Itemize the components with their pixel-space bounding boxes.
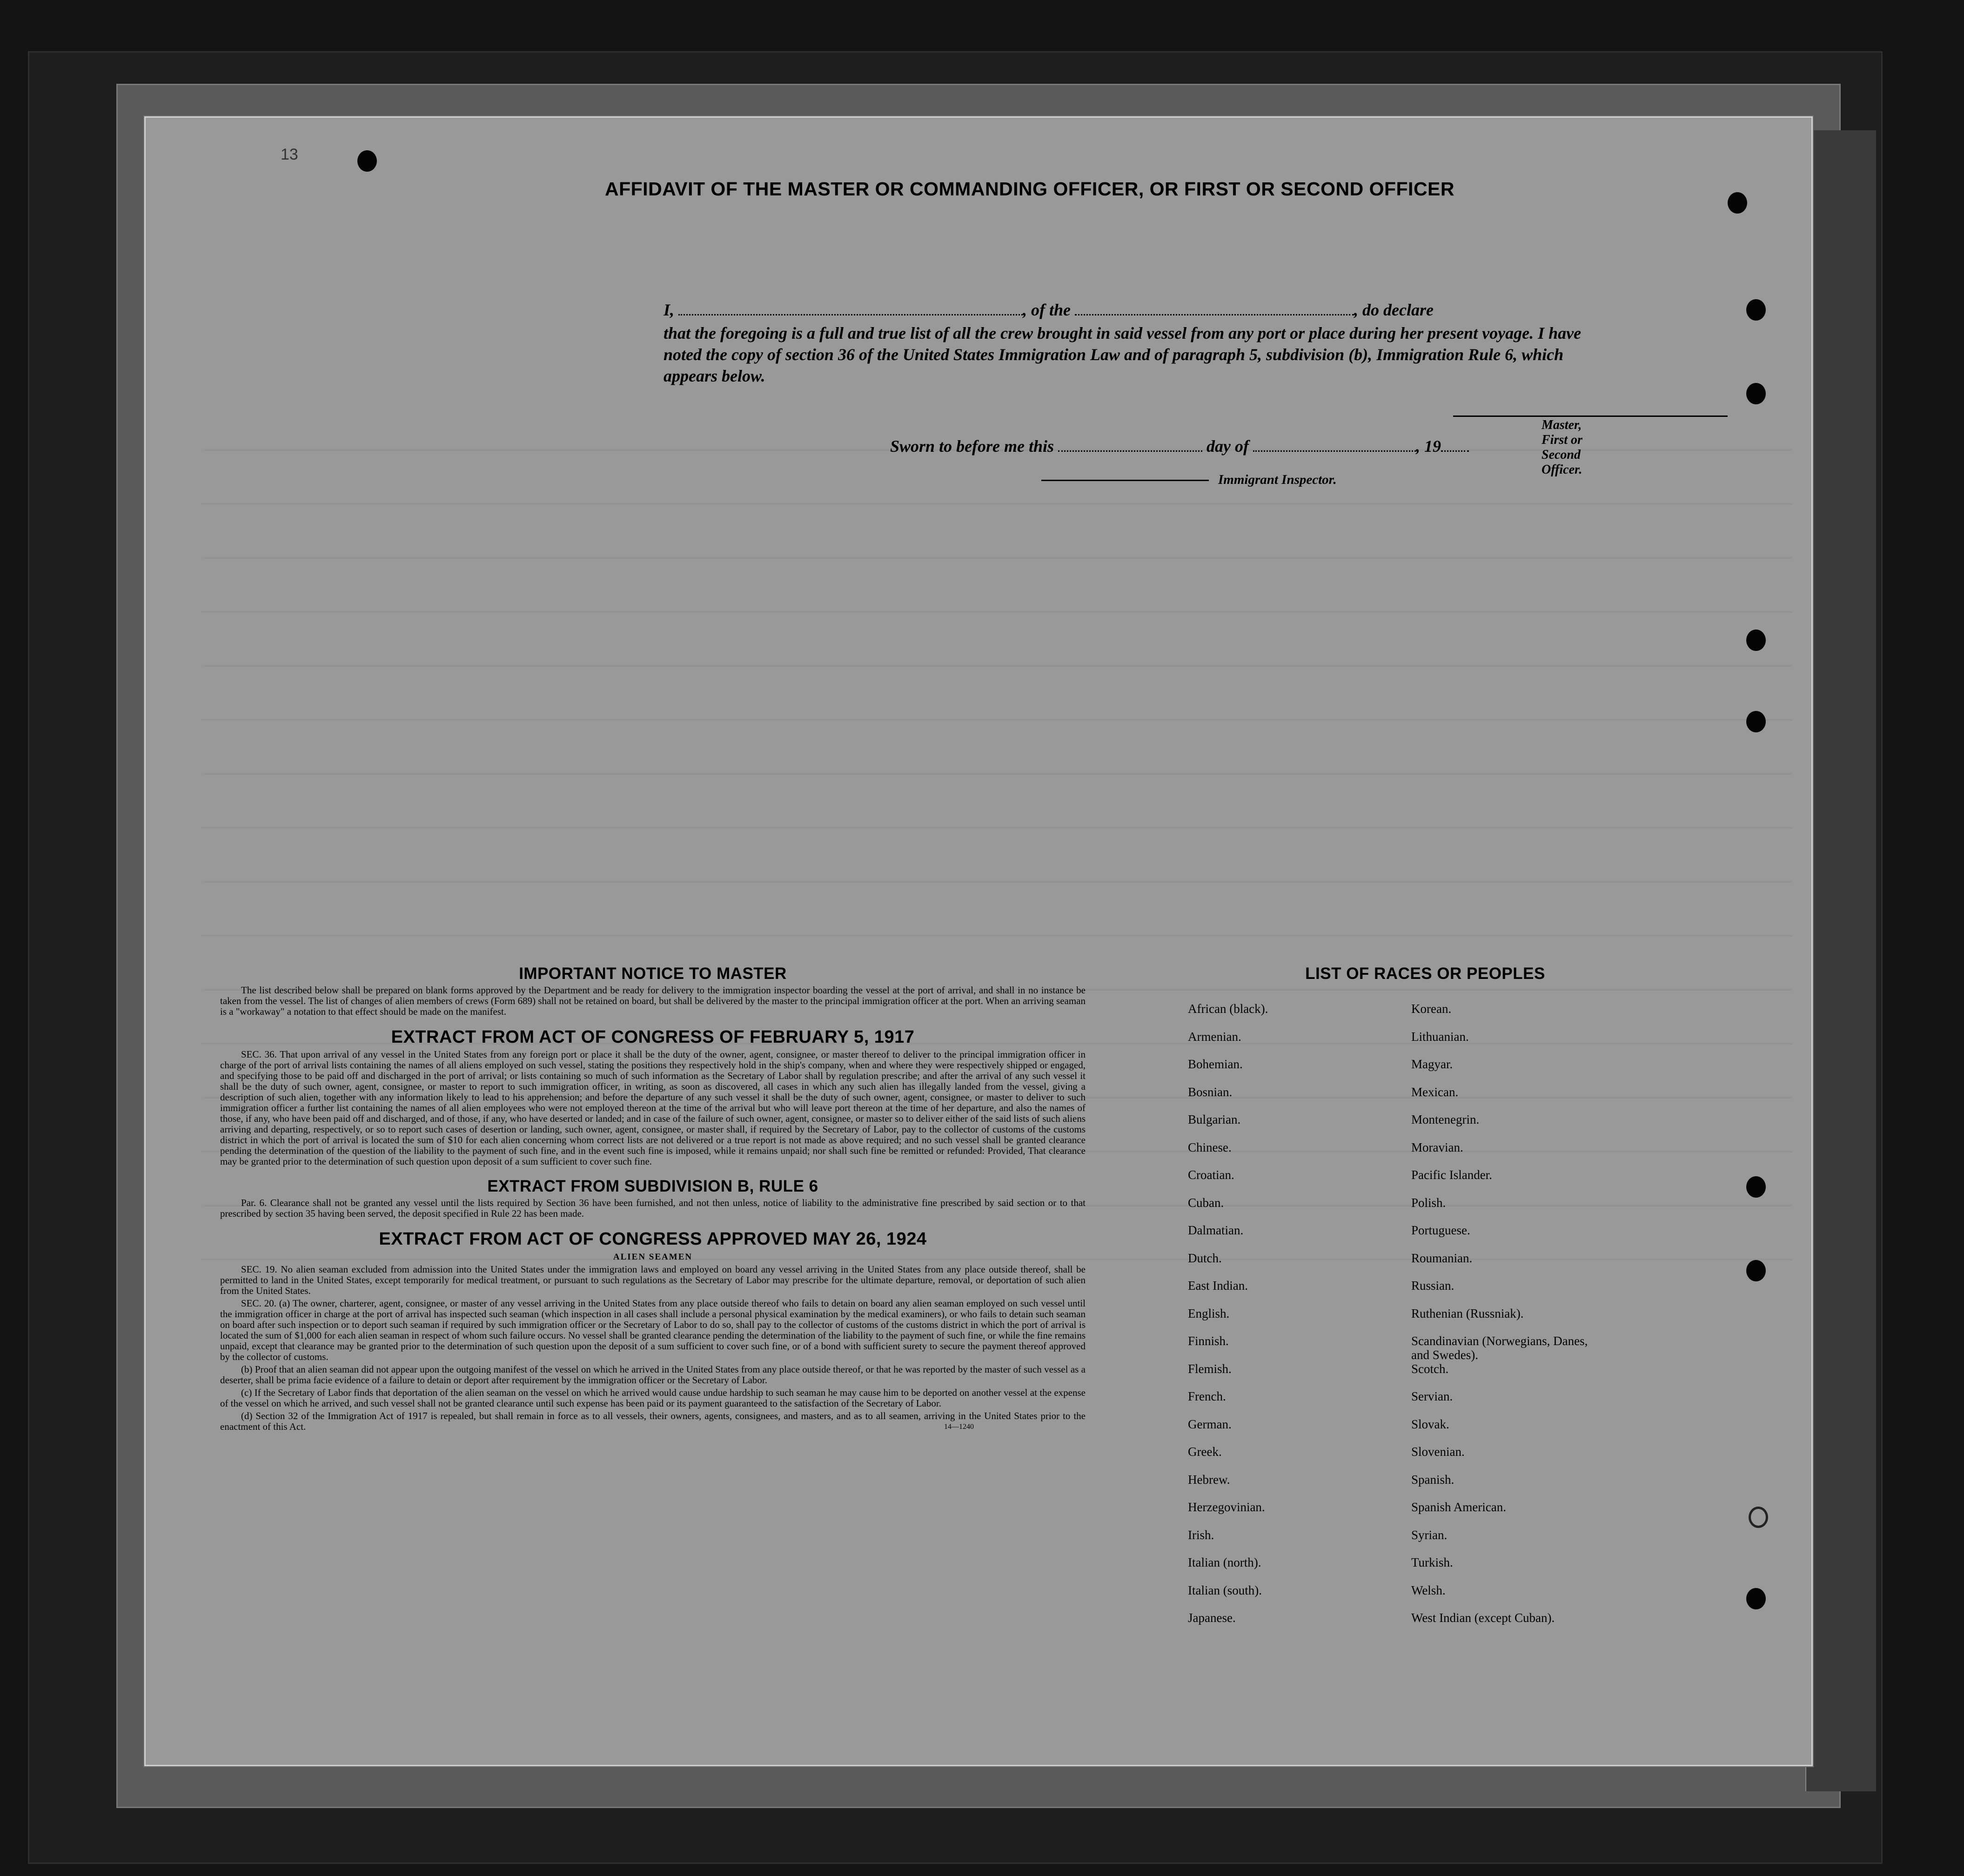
- race-item: Scotch.: [1411, 1361, 1449, 1376]
- act-1924-sec20c: (c) If the Secretary of Labor finds that deportation of the alien seaman on the vessel on which he arrived would cause undue hardship to such seaman he may cause him to be deported on another vessel at the expense of the vessel on which he arrived, and such vessel shall not be granted clearance until such expense has been paid or its payment guaranteed to the satisfaction of the Secretary of Labor.: [220, 1387, 1086, 1409]
- race-item: Korean.: [1411, 1002, 1452, 1016]
- race-item: Spanish.: [1411, 1472, 1455, 1487]
- punch-hole-icon: [1746, 1176, 1766, 1198]
- signature-line: [1453, 415, 1728, 417]
- race-item: French.: [1188, 1389, 1226, 1403]
- race-item: Italian (south).: [1188, 1583, 1262, 1597]
- race-item: Welsh.: [1411, 1583, 1446, 1597]
- punch-hole-icon: [1746, 299, 1766, 321]
- race-item: Roumanian.: [1411, 1251, 1473, 1265]
- vessel-name-blank: [1075, 302, 1354, 315]
- race-item: West Indian (except Cuban).: [1411, 1611, 1555, 1625]
- page-number: 13: [281, 146, 298, 163]
- signature-label: Master, First or Second Officer.: [1542, 418, 1582, 477]
- race-item: Mexican.: [1411, 1085, 1459, 1099]
- race-item: Italian (north).: [1188, 1555, 1261, 1569]
- inspector-signature-line: [1041, 480, 1209, 481]
- punch-hole-icon: [1746, 1260, 1766, 1281]
- race-item: Hebrew.: [1188, 1472, 1230, 1487]
- sworn-line: [890, 436, 1469, 456]
- race-item: English.: [1188, 1306, 1230, 1320]
- act-1924-title: EXTRACT FROM ACT OF CONGRESS APPROVED MAY 26, 1924: [379, 1229, 927, 1249]
- punch-hole-icon: [1746, 630, 1766, 651]
- punch-hole-icon: [1749, 1507, 1768, 1528]
- races-column-1: [1188, 1002, 1383, 1639]
- races-columns: [1169, 1002, 1681, 1639]
- affidavit-paragraph: that the foregoing is a full and true list of all the crew brought in said vessel from any port or place during her present voyage. I have noted the copy of section 36 of the United States Immigration Law and of paragraph 5, subdivision (b), Immigration Rule 6, which appears below.: [664, 324, 1582, 385]
- race-item: Bohemian.: [1188, 1057, 1243, 1071]
- affidavit-i: I,: [664, 301, 675, 319]
- races-section: [1169, 965, 1681, 1639]
- race-item: Irish.: [1188, 1528, 1214, 1542]
- alien-seamen-heading: ALIEN SEAMEN: [613, 1252, 693, 1262]
- race-item: Greek.: [1188, 1445, 1222, 1459]
- punch-hole-icon: [1746, 711, 1766, 732]
- race-item: Chinese.: [1188, 1140, 1232, 1154]
- act-1924-sec20d: (d) Section 32 of the Immigration Act of 1917 is repealed, but shall remain in force as to all vessels, their owners, agents, consignees, and masters, and as to all seamen, arriving in the United States prior to the enactment of this Act.: [220, 1410, 1086, 1432]
- race-item: Croatian.: [1188, 1168, 1234, 1182]
- race-item: Bulgarian.: [1188, 1112, 1241, 1126]
- sworn-month-blank: [1253, 438, 1416, 452]
- officer-name-blank: [678, 302, 1023, 315]
- act-1924-sec20a: SEC. 20. (a) The owner, charterer, agent, consignee, or master of any vessel arriving in the United States from any place outside thereof who fails to detain on board any alien seaman employed on such vessel until the immigration officer in charge at the port of arrival has inspected such seaman (which inspection in all cases shall include a personal physical examination by the medical examiners), or who fails to detain such seaman on board after such inspection or to deport such seaman if required by such immigration officer or the Secretary of Labor to do so, shall pay to the collector of customs of the customs district in which the port of arrival is located the sum of $1,000 for each alien seaman in respect of whom such failure occurs. No vessel shall be granted clearance pending the determination of the liability to the payment of such fine, or while the fine remains unpaid, except that clearance may be granted prior to the determination of such question upon the deposit of a sum sufficient to cover such fine, or of a bond with sufficient surety to secure the payment thereof approved by the collector of customs.: [220, 1298, 1086, 1362]
- race-item: Japanese.: [1188, 1611, 1236, 1625]
- race-item: Ruthenian (Russniak).: [1411, 1306, 1524, 1320]
- sworn-year-blank: [1441, 438, 1469, 452]
- race-item: Herzegovinian.: [1188, 1500, 1265, 1514]
- inspector-label: Immigrant Inspector.: [1218, 472, 1337, 487]
- act-1917-body: SEC. 36. That upon arrival of any vessel in the United States from any foreign port or place it shall be the duty of the owner, agent, consignee, or master thereof to deliver to the principal immigration officer in charge of the port of arrival lists containing the names of all aliens employed on such vessel, stating the positions they respectively hold in the ship's company, when and where they were respectively shipped or engaged, and specifying those to be paid off and discharged in the port of arrival; or lists containing so much of such information as the Secretary of Labor shall by regulation prescribe; and after the arrival of any such vessel it shall be the duty of such owner, agent, consignee, or master to report to such immigration officer, in writing, as soon as discovered, all cases in which any such alien has illegally landed from the vessel, giving a description of such alien, together with any information likely to lead to his apprehension; and before the departure of any such vessel it shall be the duty of such owner, agent, consignee, or master to deliver to such immigration officer a further list containing the names of all alien employees who were not employed thereon at the time of the arrival but who will leave port thereon at the time of her departure, and also the names of those, if any, who have been paid off and discharged, and of those, if any, who have deserted or landed; and in case of the failure of such owner, agent, consignee, or master so to deliver either of the said lists of such aliens arriving and departing, respectively, or so to report such cases of desertion or landing, such owner, agent, consignee, or master shall, if required by the Secretary of Labor, pay to the collector of customs of the customs district in which the port of arrival is located the sum of $10 for each alien concerning whom correct lists are not delivered or a true report is not made as above required; and no such vessel shall be granted clearance pending the determination of the question of the liability to the payment of such fine, and in the event such fine is imposed, while it remains unpaid; nor shall such fine be remitted or refunded: Provided, That clearance may be granted prior to the determination of such question upon deposit of a sum sufficient to cover such fine.: [220, 1049, 1086, 1167]
- race-item: Magyar.: [1411, 1057, 1453, 1071]
- race-item: Dalmatian.: [1188, 1223, 1244, 1237]
- race-item: Bosnian.: [1188, 1085, 1233, 1099]
- manifest-page: [144, 116, 1813, 1766]
- punch-hole-icon: [1746, 383, 1766, 404]
- side-sheet: [1805, 130, 1876, 1791]
- act-1917-title: EXTRACT FROM ACT OF CONGRESS OF FEBRUARY 5, 1917: [391, 1027, 915, 1047]
- race-item: Russian.: [1411, 1279, 1455, 1293]
- race-item: Slovenian.: [1411, 1445, 1465, 1459]
- sworn-year: , 19: [1416, 437, 1441, 456]
- race-item: Turkish.: [1411, 1555, 1453, 1569]
- punch-hole-icon: [357, 150, 377, 172]
- race-item: Servian.: [1411, 1389, 1453, 1403]
- affidavit-title: AFFIDAVIT OF THE MASTER OR COMMANDING OFFICER, OR FIRST OR SECOND OFFICER: [604, 178, 1455, 200]
- rule-6-section: [220, 1177, 1086, 1219]
- act-1924-sec20b: (b) Proof that an alien seaman did not appear upon the outgoing manifest of the vessel on which he arrived in the United States from any place outside thereof, or that he was reported by the master of such vessel as a deserter, shall be prima facie evidence of a failure to detain or deport after requirement by the immigration officer or the Secretary of Labor.: [220, 1364, 1086, 1386]
- race-item: Montenegrin.: [1411, 1112, 1480, 1126]
- race-item: Pacific Islander.: [1411, 1168, 1492, 1182]
- punch-hole-icon: [1746, 1588, 1766, 1609]
- race-item: African (black).: [1188, 1002, 1268, 1016]
- affidavit-section: [471, 178, 1588, 487]
- race-item: Finnish.: [1188, 1334, 1229, 1348]
- notice-to-master-title: IMPORTANT NOTICE TO MASTER: [519, 965, 787, 983]
- affidavit-declare: , do declare: [1354, 301, 1434, 319]
- act-1917-section: [220, 1027, 1086, 1167]
- race-item: East Indian.: [1188, 1279, 1248, 1293]
- form-number: 14—1240: [944, 1423, 974, 1431]
- race-item: Portuguese.: [1411, 1223, 1470, 1237]
- race-item: Flemish.: [1188, 1361, 1232, 1376]
- notices-column: [220, 965, 1086, 1441]
- act-1924-sec19: SEC. 19. No alien seaman excluded from admission into the United States under the immigration laws and employed on board any vessel arriving in the United States from any place outside thereof, shall be permitted to land in the United States, except temporarily for medical treatment, or pursuant to such regulations as the Secretary of Labor may prescribe for the ultimate departure, removal, or deportation of such alien from the United States.: [220, 1264, 1086, 1296]
- race-item: Dutch.: [1188, 1251, 1222, 1265]
- notice-to-master-body: The list described below shall be prepared on blank forms approved by the Department and be ready for delivery to the immigration inspector boarding the vessel at the port of arrival, and shall in no instance be taken from the vessel. The list of changes of alien members of crews (Form 689) shall not be retained on board, but shall be delivered by the master to the principal immigration officer at the port. When an arriving seaman is a "workaway" a notation to that effect should be made on the manifest.: [220, 985, 1086, 1017]
- race-item: Syrian.: [1411, 1528, 1448, 1542]
- punch-hole-icon: [1728, 192, 1747, 214]
- rule-6-body: Par. 6. Clearance shall not be granted any vessel until the lists required by Section 36 have been furnished, and not then unless, notice of liability to the administrative fine prescribed by said section or to that prescribed by section 35 having been served, the deposit specified in Rule 22 has been made.: [220, 1197, 1086, 1219]
- race-item: Polish.: [1411, 1195, 1446, 1210]
- sworn-day-blank: [1058, 438, 1202, 452]
- act-1924-section: [220, 1229, 1086, 1431]
- sworn-day-of: day of: [1207, 437, 1249, 456]
- race-item: Slovak.: [1411, 1417, 1449, 1431]
- race-item: Lithuanian.: [1411, 1029, 1469, 1044]
- race-item: Cuban.: [1188, 1195, 1224, 1210]
- race-item: German.: [1188, 1417, 1232, 1431]
- race-item: Scandinavian (Norwegians, Danes, and Swedes).: [1411, 1334, 1588, 1362]
- sworn-prefix: Sworn to before me this: [890, 437, 1054, 456]
- affidavit-of-the: , of the: [1023, 301, 1071, 319]
- affidavit-declaration-line: [664, 299, 1434, 321]
- race-item: Armenian.: [1188, 1029, 1241, 1044]
- rule-6-title: EXTRACT FROM SUBDIVISION B, RULE 6: [487, 1177, 818, 1195]
- races-title: LIST OF RACES OR PEOPLES: [1305, 965, 1545, 983]
- race-item: Spanish American.: [1411, 1500, 1506, 1514]
- race-item: Moravian.: [1411, 1140, 1463, 1154]
- notice-to-master: [220, 965, 1086, 1017]
- races-column-2: [1411, 1002, 1607, 1639]
